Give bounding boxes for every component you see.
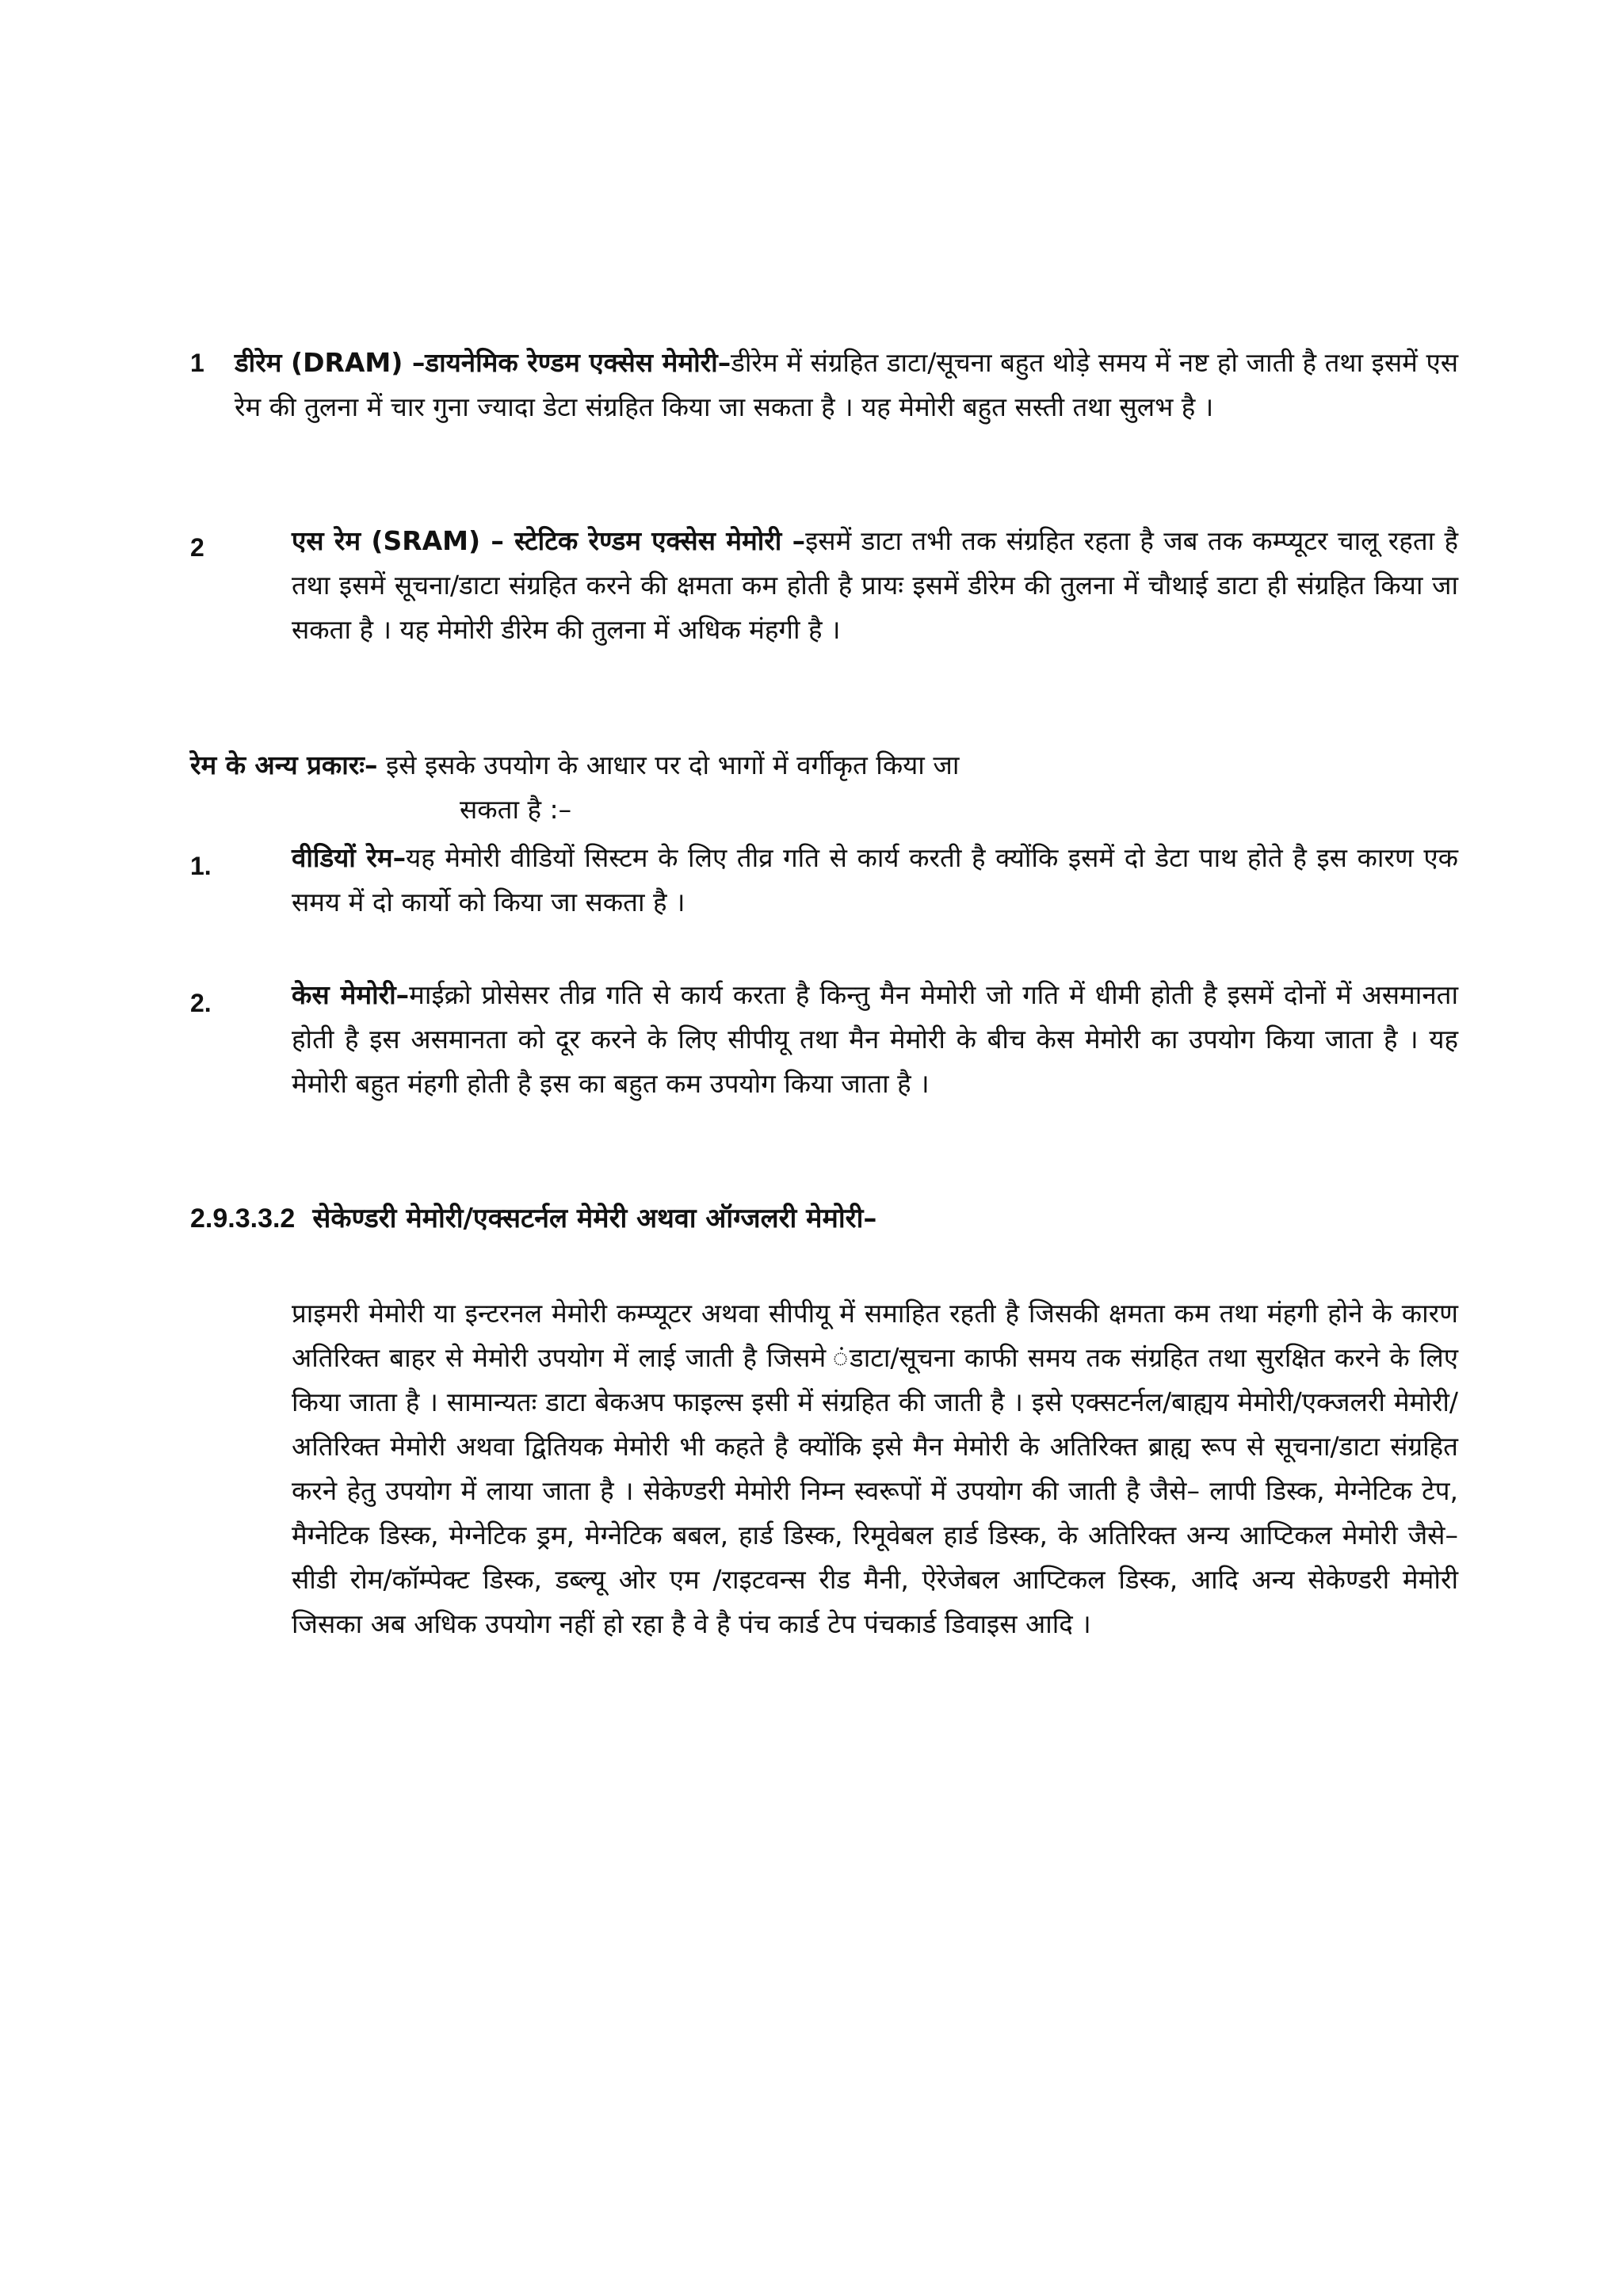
item-text [292, 836, 1458, 925]
item-description: यह मेमोरी वीडियों सिस्टम के लिए तीव्र गति से कार्य करती है क्योंकि इसमें दो डेटा पाथ होते है इस कारण एक समय में दो कार्यो को किया जा सकता है । [292, 842, 1458, 917]
other-types-continuation: सकता है :– [460, 794, 572, 825]
item-dram [190, 341, 1458, 475]
item-number: 1 [190, 349, 204, 377]
item-text [235, 341, 1458, 429]
sub-item-cache-memory [190, 973, 1458, 1155]
item-number: 2. [190, 989, 212, 1017]
sub-item-video-ram [190, 836, 1458, 931]
item-text [292, 973, 1458, 1106]
item-sram [190, 519, 1458, 701]
item-description: डीरेम में संग्रहित डाटा/सूचना बहुत थोड़े समय में नष्ट हो जाती है तथा इसमें एस रेम की तुलना में चार गुना ज्यादा डेटा संग्रहित किया जा सकता है । यह मेमोरी बहुत सस्ती तथा सुलभ है । [235, 347, 1458, 422]
other-types-label: रेम के अन्य प्रकारः– [190, 749, 378, 780]
item-description: माईक्रो प्रोसेसर तीव्र गति से कार्य करता है किन्तु मैन मेमोरी जो गति में धीमी होती है इसमें दोनों में असमानता होती है इस असमानता को दूर करने के लिए सीपीयू तथा मैन मेमोरी के बीच केस मेमोरी का उपयोग किया जाता है । यह मेमोरी बहुत मंहगी होती है इस का बहुत कम उपयोग किया जाता है । [292, 979, 1458, 1099]
item-lead: डीरेम (DRAM) –डायनेमिक रेण्डम एक्सेस मेमोरी– [235, 347, 731, 378]
item-lead: एस रेम (SRAM) – स्टेटिक रेण्डम एक्सेस मेमोरी – [292, 525, 806, 556]
item-description: इसमें डाटा तभी तक संग्रहित रहता है जब तक कम्प्यूटर चालू रहता है तथा इसमें सूचना/डाटा संग्रहित करने की क्षमता कम होती है प्रायः इसमें डीरेम की तुलना में चौथाई डाटा ही संग्रहित किया जा सकता है । यह मेमोरी डीरेम की तुलना में अधिक मंहगी है । [292, 525, 1458, 645]
item-number: 1. [190, 852, 212, 880]
other-types-text: इसे इसके उपयोग के आधार पर दो भागों में वर्गीकृत किया जा [385, 749, 960, 780]
item-text [292, 519, 1458, 652]
section-heading [190, 1195, 1458, 1242]
section-body: प्राइमरी मेमोरी या इन्टरनल मेमोरी कम्प्यूटर अथवा सीपीयू में समाहित रहती है जिसकी क्षमता कम तथा मंहगी होने के कारण अतिरिक्त बाहर से मेमोरी उपयोग में लाई जाती है जिसमे ंडाटा/सूचना काफी समय तक संग्रहित तथा सुरक्षित करने के लिए किया जाता है । सामान्यतः डाटा बेकअप फाइल्स इसी में संग्रहित की जाती है । इसे एक्सटर्नल/बाह्यय मेमोरी/एक्जलरी मेमोरी/अतिरिक्त मेमोरी अथवा द्वितियक मेमोरी भी कहते है क्योंकि इसे मैन मेमोरी के अतिरिक्त ब्राह्य रूप से सूचना/डाटा संग्रहित करने हेतु उपयोग में लाया जाता है । सेकेण्डरी मेमोरी निम्न स्वरूपों में उपयोग की जाती है जैसे– लापी डिस्क, मेग्नेटिक टेप, मैग्नेटिक डिस्क, मेग्नेटिक ड्रम, मेग्नेटिक बबल, हार्ड डिस्क, रिमूवेबल हार्ड डिस्क, के अतिरिक्त अन्य आप्टिकल मेमोरी जैसे– सीडी रोम/कॉम्पेक्ट डिस्क, डब्ल्यू ओर एम /राइटवन्स रीड मैनी, ऐरेजेबल आप्टिकल डिस्क, आदि अन्य सेकेण्डरी मेमोरी जिसका अब अधिक उपयोग नहीं हो रहा है वे है पंच कार्ड टेप पंचकार्ड डिवाइस आदि । [292, 1298, 1458, 1639]
ram-other-types [190, 743, 1458, 832]
item-number: 2 [190, 533, 204, 562]
section-number: 2.9.3.3.2 [190, 1203, 296, 1234]
section-title: सेकेण्डरी मेमोरी/एक्सटर्नल मेमेरी अथवा ऑग्जलरी मेमोरी– [312, 1203, 877, 1234]
item-lead: वीडियों रेम– [292, 842, 407, 873]
item-lead: केस मेमोरी– [292, 979, 410, 1010]
